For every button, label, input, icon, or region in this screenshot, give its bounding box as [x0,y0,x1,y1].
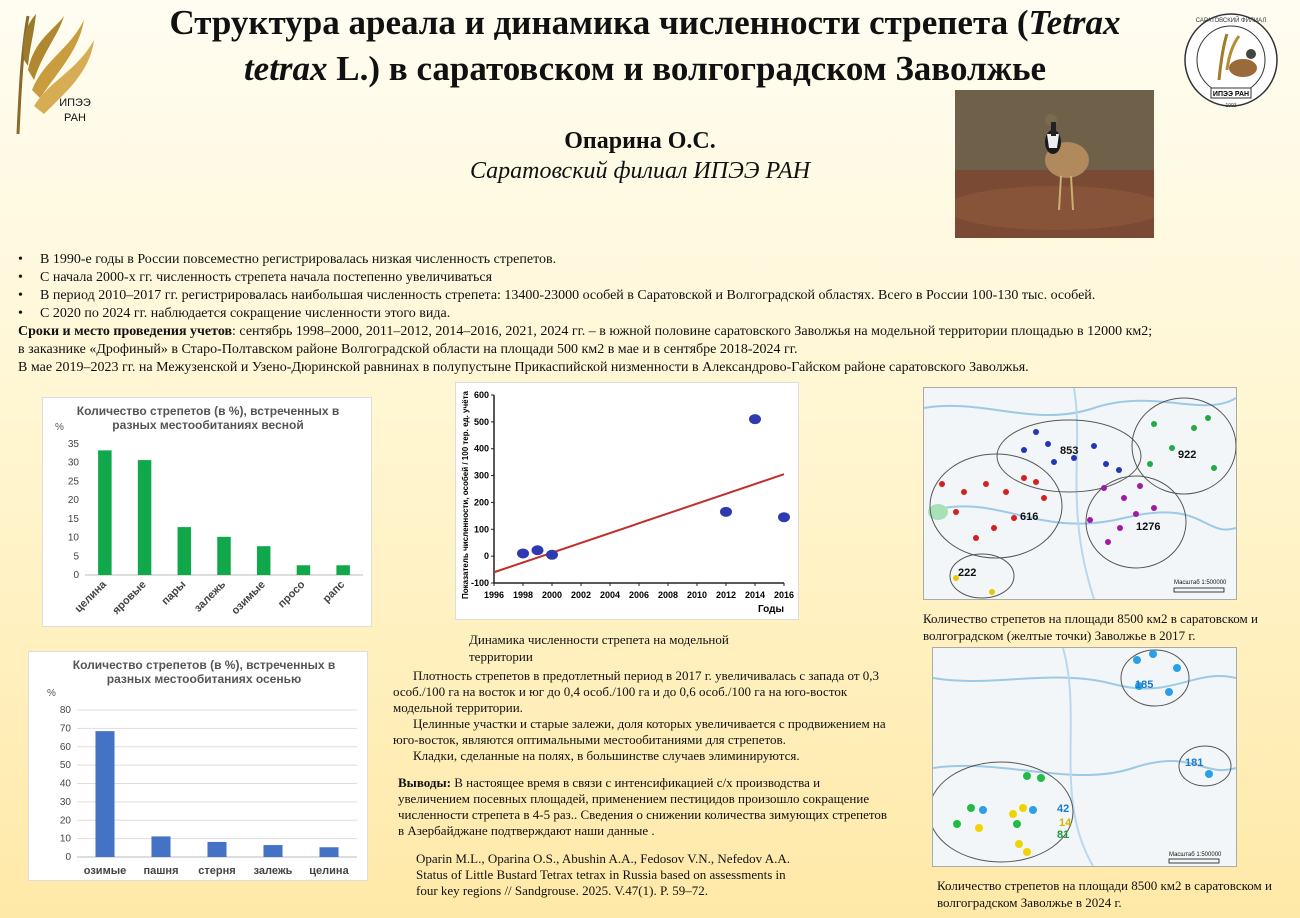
bar [138,460,152,575]
intro-bullet: • В период 2010–2017 гг. регистрировалась наибольшая численность стрепета: 13400-23000 особей в Саратовской и Волгоградской областях. Всего в России 100-130 тыс. особей. [18,287,1288,305]
spring-habitat-chart [42,397,372,627]
bar [257,546,271,575]
map2-label: 181 [1185,757,1204,769]
x-tick-label: озимые [83,865,127,877]
schedule-line: Сроки и место проведения учетов: сентябрь 1998–2000, 2011–2012, 2014–2016, 2021, 2024 гг. – в южной половине саратовского Заволжья на модельной территории площадью в 12000 км2; [18,324,1153,339]
y-axis-unit: % [47,688,56,699]
x-tick-label: рапс [320,578,348,606]
x-tick-label: залежь [253,865,293,877]
data-point [517,548,529,558]
institute-logo-right [1183,10,1279,110]
bar [178,527,192,575]
bar [207,842,226,857]
conclusions: Выводы: В настоящее время в связи с интенсификацией с/х производства и увеличением посевных площадей, применением пестицидов произошло сокращение численности стрепета в 4-5 раз.. Сведения о снижении количества зимующих стрепетов в Азербайджане подтверждают наши данные . [398,775,888,838]
intro-bullet: • С 2020 по 2024 гг. наблюдается сокращение численности этого вида. [18,305,1288,323]
x-tick-label: 2006 [628,590,650,600]
y-tick-label: 30 [67,457,79,469]
y-tick-label: 25 [67,476,79,488]
map2-label: 81 [1057,829,1070,841]
reference: Oparin M.L., Oparina O.S., Abushin A.A., Fedosov V.N., Nefedov A.A. Status of Little Bustard Tetrax tetrax in Russia based on assessments in four key regions // Sandgrouse. 2025. V.47(1). P. 59–72. [416,851,790,898]
schedule-line-3: В мае 2019–2023 гг. на Межузенской и Узено-Дюринской равнинах в полупустыне Прикаспийской низменности в Александрово-Гайском районе саратовского Заволжья. [18,360,1029,375]
y-tick-label: 80 [59,705,71,716]
x-tick-label: озимые [229,578,268,618]
schedule-line-2: в заказнике «Дрофиный» в Старо-Полтавском районе Волгоградской области на площади 500 км2 в мае и в сентябре 2018-2024 гг. [18,342,798,357]
y-tick-label: 5 [73,551,79,563]
y-tick-label: 300 [473,470,489,481]
scatter-caption: Динамика численности стрепета на модельной территории [469,632,729,664]
y-tick-label: 60 [59,741,71,753]
poster-title: Структура ареала и динамика численности стрепета (Tetrax tetrax L.) в саратовском и волгоградском Заволжье [169,3,1121,88]
y-tick-label: 50 [59,760,71,772]
intro-bullet: • В 1990-е годы в России повсеместно регистрировалась низкая численность стрепетов. [18,251,1288,269]
x-tick-label: целина [72,578,109,615]
x-tick-label: 1998 [512,590,534,600]
bar [319,847,338,857]
x-tick-label: залежь [192,578,229,615]
map-2024 [932,647,1237,867]
bar [263,845,282,857]
y-tick-label: 400 [473,443,489,454]
author-affiliation: Саратовский филиал ИПЭЭ РАН [469,158,811,184]
density-paragraph: Плотность стрепетов в предотлетный период в 2017 г. увеличивалась с запада от 0,3 особ./100 га на восток и юг до 0,4 особ./100 га и до 0,6 особ./100 га на юго-восток модельной территории. [393,668,880,715]
x-tick-label: 1996 [483,590,505,600]
autumn-habitat-chart [28,651,368,881]
map-2017-graphic [924,388,1236,599]
y-tick-label: 500 [473,416,489,427]
map-2017 [923,387,1237,600]
y-tick-label: -100 [470,578,489,588]
clutch-paragraph: Кладки, сделанные на полях, в большинстве случаев элиминируются. [413,748,800,763]
map1-scale: Масштаб 1:500000 [1174,580,1227,586]
map1-label: 1276 [1136,521,1161,533]
map2-label: 42 [1057,803,1070,815]
bar [98,450,112,575]
data-point [720,507,732,517]
chart-title: Количество стрепетов (в %), встреченных в разных местообитаниях весной [76,404,340,432]
y-tick-label: 100 [473,524,489,535]
y-tick-label: 40 [59,778,71,790]
map-2024-graphic [933,648,1236,866]
population-dynamics-chart [455,382,799,620]
data-point [749,414,761,424]
y-tick-label: 0 [483,551,489,562]
y-tick-label: 600 [473,390,489,400]
y-tick-label: 10 [67,532,79,544]
x-tick-label: 2004 [599,590,621,600]
y-tick-label: 0 [73,570,79,581]
y-tick-label: 0 [65,852,71,863]
y-tick-label: 20 [59,815,71,827]
x-tick-label: 2016 [773,590,795,600]
x-tick-label: пашня [143,865,179,877]
habitat-paragraph: Целинные участки и старые залежи, доля которых увеличивается с продвижением на юго-восток, являются оптимальными местообитаниями для стрепетов. [393,716,886,747]
y-tick-label: 10 [59,833,71,845]
intro-text [18,251,1288,377]
data-point [546,550,558,560]
y-tick-label: 35 [67,439,79,450]
x-tick-label: пары [159,578,189,608]
bar [95,731,114,857]
x-tick-label: стерня [198,865,236,877]
x-tick-label: 2012 [715,590,737,600]
map1-label: 922 [1178,449,1197,461]
y-tick-label: 20 [67,495,79,507]
y-tick-label: 30 [59,796,71,808]
data-point [532,545,544,555]
bustard-photo [955,90,1154,238]
map-2017-caption: Количество стрепетов на площади 8500 км2 в саратовском и волгоградском (желтые точки) Заволжье в 2017 г. [923,611,1258,643]
bustard-emblem-icon [1183,10,1279,110]
y-tick-label: 15 [67,513,79,525]
map1-label: 616 [1020,511,1039,523]
chart-title: Количество стрепетов (в %), встреченных в разных местообитаниях осенью [72,658,336,686]
x-tick-label: 2010 [686,590,708,600]
intro-bullet: • С начала 2000-х гг. численность стрепета начала постепенно увеличиваться [18,269,1288,287]
logo-left-text: ИПЭЭ РАН [59,97,91,124]
y-axis-unit: % [55,422,64,433]
bar [151,836,170,857]
y-tick-label: 70 [59,723,71,735]
y-tick-label: 200 [473,497,489,508]
bar [336,565,350,575]
x-tick-label: яровые [110,578,149,617]
map2-label: 14 [1059,817,1072,829]
x-tick-label: 2014 [744,590,766,600]
trend-line [494,474,784,572]
map2-label: 185 [1135,679,1154,691]
x-tick-label: 2008 [657,590,679,600]
map1-label: 222 [958,567,977,579]
data-point [778,512,790,522]
map-2024-caption: Количество стрепетов на площади 8500 км2 в саратовском и волгоградском Заволжье в 2024 г. [937,878,1272,910]
map1-label: 853 [1060,445,1079,457]
svg-text:ИПЭЭ РАН: ИПЭЭ РАН [1212,91,1250,98]
y-axis-label: Показатель численности, особей / 100 тер. ед. учёта [461,391,470,599]
bar [217,537,231,575]
svg-text:САРАТОВСКИЙ ФИЛИАЛ: САРАТОВСКИЙ ФИЛИАЛ [1195,18,1267,24]
svg-text:1993: 1993 [1225,103,1237,109]
x-tick-label: 2002 [570,590,592,600]
bar [297,565,311,575]
x-tick-label: просо [275,578,308,611]
density-text [393,668,893,764]
author-name: Опарина О.С. [564,128,716,154]
x-tick-label: целина [309,865,349,877]
x-axis-label: Годы [757,604,784,615]
map2-scale: Масштаб 1:500000 [1169,852,1222,858]
x-tick-label: 2000 [541,590,563,600]
